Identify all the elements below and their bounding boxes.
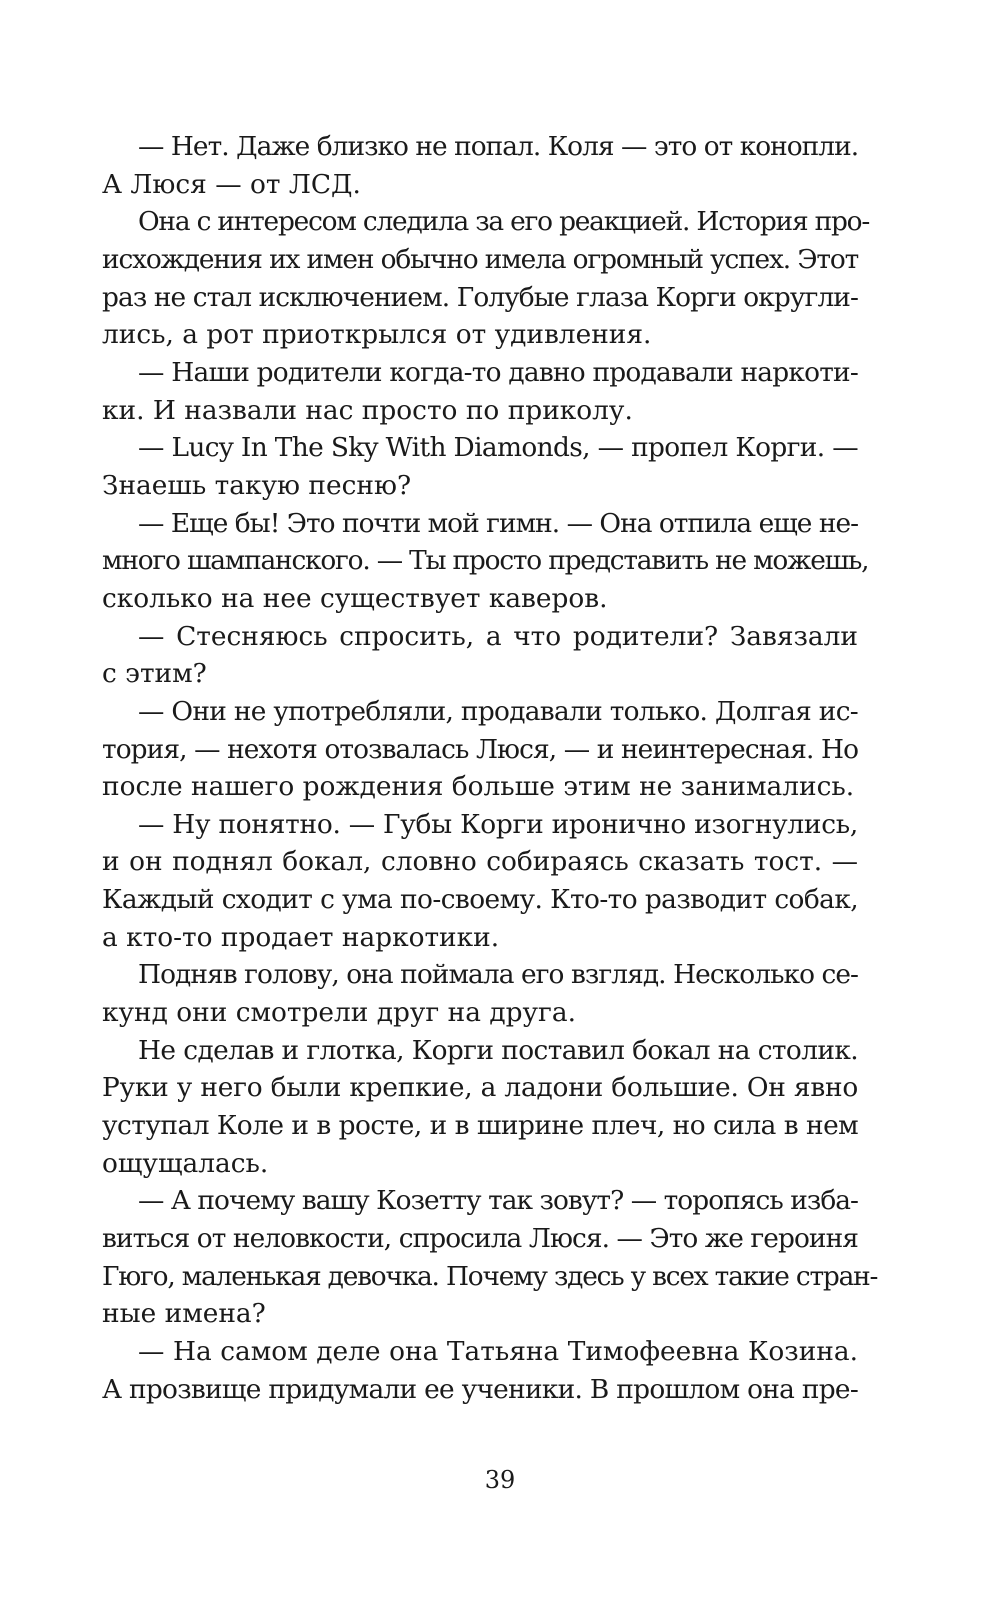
text-line: с этим? [102,658,207,690]
text-line: ные имена? [102,1298,266,1330]
text-line: и он поднял бокал, словно собираясь сказать тост. — [102,846,859,878]
text-line: А Люся — от ЛСД. [102,168,361,200]
text-line: виться от неловкости, спросила Люся. — Это же героиня [102,1223,858,1255]
text-line: Гюго, маленькая девочка. Почему здесь у всех такие стран- [102,1260,878,1292]
text-line: сколько на нее существует каверов. [102,582,608,614]
text-line: А прозвище придумали ее ученики. В прошлом она пре- [102,1373,859,1405]
text-line: — Еще бы! Это почти мой гимн. — Она отпила еще не- [138,507,859,539]
text-line: лись, а рот приоткрылся от удивления. [102,319,652,351]
text-line: Она с интересом следила за его реакцией. История про- [138,206,870,238]
text-line: ки. И назвали нас просто по приколу. [102,394,633,426]
text-line: — На самом деле она Татьяна Тимофеевна Козина. [138,1336,858,1367]
text-line: кунд они смотрели друг на друга. [102,997,576,1029]
text-line: исхождения их имен обычно имела огромный успех. Этот [102,243,859,275]
text-line: — Наши родители когда-то давно продавали наркоти- [138,356,859,388]
text-line: после нашего рождения больше этим не занимались. [102,771,855,803]
text-line: много шампанского. — Ты просто представить не можешь, [102,545,869,577]
text-line: раз не стал исключением. Голубые глаза Корги округли- [102,281,859,313]
text-line: — Стесняюсь спросить, а что родители? Завязали [138,620,859,652]
text-line: Знаешь такую песню? [102,469,412,501]
text-line: — Lucy In The Sky With Diamonds, — пропел Корги. — [138,432,859,464]
text-line: Руки у него были крепкие, а ладони большие. Он явно [102,1072,859,1104]
text-line: ощущалась. [102,1147,269,1179]
text-line: — Нет. Даже близко не попал. Коля — это от конопли. [138,131,859,162]
text-line: — Ну понятно. — Губы Корги иронично изогнулись, [138,808,859,840]
text-line: а кто-то продает наркотики. [102,921,500,953]
text-line: Каждый сходит с ума по-своему. Кто-то разводит собак, [102,884,859,916]
text-line: уступал Коле и в росте, и в ширине плеч, но сила в нем [102,1110,859,1142]
page-number: 39 [484,1466,516,1494]
text-line: — Они не употребляли, продавали только. Долгая ис- [138,695,859,727]
text-line: Подняв голову, она поймала его взгляд. Несколько се- [138,959,859,991]
body-text [102,128,878,1408]
text-line: тория, — нехотя отозвалась Люся, — и неинтересная. Но [102,733,859,765]
text-line: — А почему вашу Козетту так зовут? — торопясь изба- [138,1185,859,1217]
text-line: Не сделав и глотка, Корги поставил бокал на столик. [138,1034,859,1066]
